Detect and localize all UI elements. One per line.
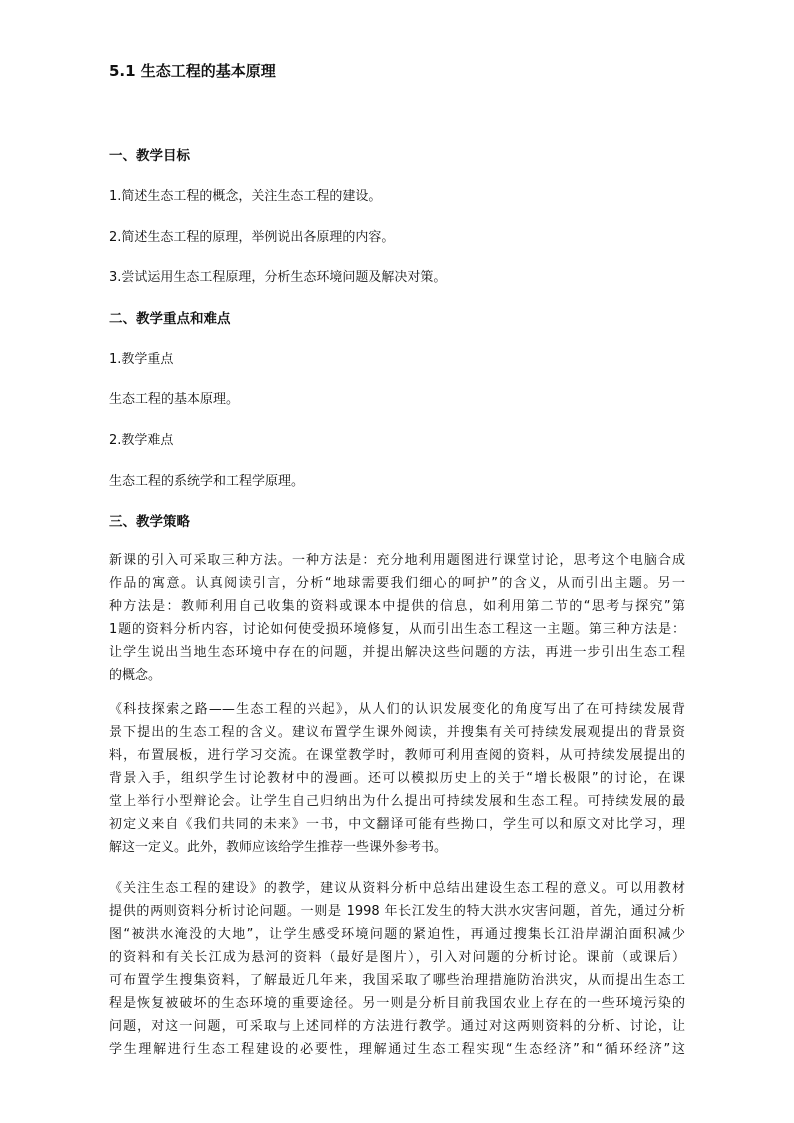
paragraph-line: 背景入手，组织学生讨论教材中的漫画。还可以模拟历史上的关于“增长极限”的讨论，在课 [109, 771, 685, 786]
difficulty-content: 生态工程的系统学和工程学原理。 [109, 474, 305, 489]
paragraph-line: 《关注生态工程的建设》的教学，建议从资料分析中总结出建设生态工程的意义。可以用教材 [109, 881, 685, 896]
paragraph-line: 学生理解进行生态工程建设的必要性，理解通过生态工程实现“生态经济”和“循环经济”这 [109, 1042, 685, 1057]
paragraph-line: 的资料和有关长江成为悬河的资料（最好是图片），引入对问题的分析讨论。课前（或课后） [109, 950, 685, 965]
paragraph-line: 新课的引入可采取三种方法。一种方法是：充分地利用题图进行课堂讨论，思考这个电脑合成 [109, 553, 685, 568]
paragraph-line: 图“被洪水淹没的大地”，让学生感受环境问题的紧迫性，再通过搜集长江沿岸湖泊面积减少 [109, 927, 685, 942]
goal-item-3: 3.尝试运用生态工程原理，分析生态环境问题及解决对策。 [109, 270, 447, 285]
paragraph-line: 1题的资料分析内容，讨论如何使受损环境修复，从而引出生态工程这一主题。第三种方法是： [109, 622, 685, 637]
paragraph-line: 作品的寓意。认真阅读引言，分析“地球需要我们细心的呵护”的含义，从而引出主题。另一 [109, 576, 685, 591]
document-title: 5.1 生态工程的基本原理 [109, 62, 276, 80]
paragraph-line: 的概念。 [109, 668, 162, 683]
key-point-label: 1.教学重点 [109, 352, 174, 367]
section-heading-strategy: 三、教学策略 [109, 514, 190, 530]
paragraph-line: 初定义来自《我们共同的未来》一书，中文翻译可能有些拗口，学生可以和原文对比学习，理 [109, 817, 685, 832]
paragraph-line: 料，布置展板，进行学习交流。在课堂教学时，教师可利用查阅的资料，从可持续发展提出的 [109, 748, 685, 763]
difficulty-label: 2.教学难点 [109, 433, 174, 448]
paragraph-line: 提供的两则资料分析讨论问题。一则是 1998 年长江发生的特大洪水灾害问题，首先，通过分析 [109, 904, 685, 919]
paragraph-line: 景下提出的生态工程的含义。建议布置学生课外阅读，并搜集有关可持续发展观提出的背景资 [109, 725, 685, 740]
goal-item-2: 2.简述生态工程的原理，举例说出各原理的内容。 [109, 230, 395, 245]
paragraph-line: 让学生说出当地生态环境中存在的问题，并提出解决这些问题的方法，再进一步引出生态工程 [109, 645, 685, 660]
key-point-content: 生态工程的基本原理。 [109, 392, 240, 407]
paragraph-line: 堂上举行小型辩论会。让学生自己归纳出为什么提出可持续发展和生态工程。可持续发展的最 [109, 794, 685, 809]
section-heading-key-points: 二、教学重点和难点 [109, 311, 231, 327]
paragraph-line: 问题，对这一问题，可采取与上述同样的方法进行教学。通过对这两则资料的分析、讨论，让 [109, 1019, 685, 1034]
paragraph-line: 解这一定义。此外，教师应该给学生推荐一些课外参考书。 [109, 840, 448, 855]
paragraph-line: 《科技探索之路——生态工程的兴起》，从人们的认识发展变化的角度写出了在可持续发展背 [109, 702, 685, 717]
strategy-paragraph-2 [109, 698, 685, 859]
strategy-paragraph-3 [109, 877, 685, 1061]
section-heading-teaching-goals: 一、教学目标 [109, 148, 190, 164]
goal-item-1: 1.简述生态工程的概念，关注生态工程的建设。 [109, 189, 382, 204]
strategy-paragraph-1 [109, 549, 685, 687]
paragraph-line: 种方法是：教师利用自己收集的资料或课本中提供的信息，如利用第二节的“思考与探究”第 [109, 599, 685, 614]
paragraph-line: 可布置学生搜集资料，了解最近几年来，我国采取了哪些治理措施防治洪灾，从而提出生态工 [109, 973, 685, 988]
paragraph-line: 程是恢复被破坏的生态环境的重要途径。另一则是分析目前我国农业上存在的一些环境污染的 [109, 996, 685, 1011]
